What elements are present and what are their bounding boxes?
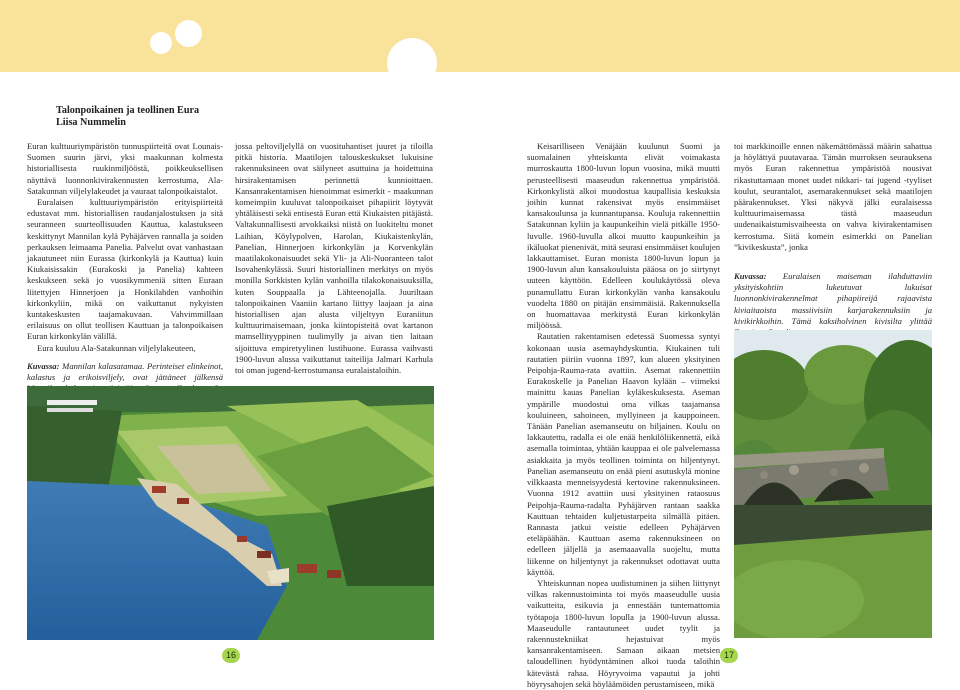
decor-circle [150, 32, 172, 54]
header-band [0, 0, 960, 72]
text-column-4 [734, 141, 932, 338]
paragraph: jossa peltoviljelyllä on vuosituhantiset juuret ja tiloilla pitkä historia. Maatilojen talouskeskukset lukuisine rakennuksineen ovat säilyneet asuttuina ja hoidettuina hirsirakentamisen perinnettä kunnioittaen. Kansanrakentamisen hienoimmat esimerkit - maakunnan komeimpiin kuuluvat talonpoikaiset pihapiirit löytyvät yhtäläisesti sekä entisestä Euran että Kiukaisten pitäjästä. Valtakunnallisesti arvokkaiksi niistä on luokiteltu monet Laihian, Köylypolven, Harolan, Kiukaistenkylän, Panelian, Hinnerjoen kirkonkylän ja Korvenkylän maatilakokonaisuudet sekä Yli- ja Ali-Nuoranteen talot Isovahenkylässä. Suuri historiallinen merkitys on myös monilla Sorkkisten kylän vanhoilla tilakokonaisuuksilla, kuten Souppaalla ja Lähteenojalla. Juuriltaan talonpoikainen Vaaniin kartano liittyy laajaan ja aina historiallisen ajan alusta viljeltyyn Euraniitun kulttuurimaisemaan, jonka kiintopisteitä ovat kartanon mamsellityyppinen tuulimylly ja aivan tien laitaan sijoittuva empiretyylinen lustihuone. Eurassa vaihvasti 1900-luvun alussa vaikuttanut taiteilija Jalmari Karhula toi oman jugend-kerrostumansa euralaistaloihin. [235, 141, 433, 376]
text-column-3 [527, 141, 720, 690]
caption-text: Mannilan kalasatamaa. Perinteiset elinkeinot, kalastus ja erikoisviljely, ovat jättäneet jälkensä [27, 360, 223, 383]
paragraph: Euralaisen kulttuuriympäristön erityispiirteitä edustavat mm. historiallisen raudanjalostuksen ja sitä seuranneen suurteollisuuden Kauttua, kalastukseen keskittynyt Mannilan kylä Pyhäjärven rannalla ja soiden perkauksen leimaama Panelia. Palvelut ovat vanhastaan jakautuneet niin Eurassa (kirkonkylä ja Kauttua) kuin Kiukaisissakin (Eurakoski ja Panelia) kahteen keskukseen sekä jo vuosikymmeniä sitten Euraan liitettyjen Hinnerjoen ja Honkilahden vanhoihin kirkonkyliin, mikä on vaikuttanut nykyisten kuntakeskusten taajamakuvaan. Vahvimmillaan erilaisuus on ollut teollisen Kauttuan ja talonpoikaisen Euran kirkonkylän välillä. [27, 197, 223, 342]
caption-text: Euralaisen maiseman ilahduttaviin yksityiskohtiin lukeutuvat lukuisat luonnonkivirakennelmat pihapiireijä rajaavista kiviaitaoista massiivisiin karjarakennuksiin ja kivikirkkoihin. Tämä kaksiholvinen kivisilta ylittää [734, 271, 932, 326]
paragraph: toi markkinoille ennen näkemättömässä määrin sahattua ja höylättyä puutavaraa. Tämän murroksen seurauksena myös Euran rakennettua ympäristöä nousivat rikastuttamaan monet uudet nikkari- tai jugend -tyyliset koulut, seurantalot, asemarakennukset sekä maatilojen päärakennukset. Yksi näkyvä jälki euralaisessa kulttuurimaisemassa tästä maaseudun uudenaikaistumisvaiheesta on vahva kivirakentamisen kerrostuma. Siitä komein esimerkki on Panelian ”kivikeskusta”, jonka [734, 141, 932, 252]
stone-bridge-graphic [734, 330, 932, 638]
paragraph: Keisarilliseen Venäjään kuulunut Suomi ja suomalainen yhteiskunta elivät voimakasta murroskautta 1800-luvun lopun vuosina, mikä muutti perusteellisesti maaseudun rakennettua ympäristöä. Kirkonkylistä alkoi muodostua kaupallisia keskuksia joihin kunnat rakensivat myös ensimmäiset kansakoulunsa ja kunnantupansa. Kouluja rakennettiin Satakunnan kyliin ja kaupunkeihin vielä pitkälle 1950-luvulle. 1960-luvulla alkoi muutto kaupunkeihin ja ikäluokat pienenivät, mitä seurasi ensimmäiset koulujen lakkauttamiset. Euran monista 1800-luvun lopun ja 1900-luvun alun kansakouluista pääosa on jo siirtynyt uuteen käyttöön. Edelleen koulukäytössä oleva punamullattu Euran kirkonkylän vanha kansakoulu vuodelta 1880 on pitäjän ensimmäisiä. Rakennuksella on huomattavaa merkitystä Euran kirkonkylän miljöössä. [527, 141, 720, 331]
article-title: Talonpoikainen ja teollinen Eura [56, 105, 200, 116]
article-author: Liisa Nummelin [56, 117, 126, 128]
photo-caption [734, 271, 932, 338]
page-number-right: 17 [720, 648, 738, 663]
text-column-1 [27, 141, 223, 406]
aerial-photo-mannila [27, 386, 434, 640]
paragraph: Eura kuuluu Ala-Satakunnan viljelylakeuteen, [37, 342, 196, 353]
paragraph: Yhteiskunnan nopea uudistuminen ja siihen liittynyt vilkas rakennustoiminta toi myös maaseudulle uusia vaikutteita, esikuvia ja ennestään tuntemattomia työtapoja 1800-luvun lopulla ja 1900-luvun alussa. Maaseudulle rantautuneet uudet tyylit ja rakennustekniikat hejastuivat myös kansanrakentamiseen. Samaan aikaan metsien taloudellinen hyödyntäminen alkoi tuoda taloihin kätevästä rahaa. Höyryvoima vapautui ja johti höyrysahojen sekä höyläämöiden perustamiseen, mikä [527, 577, 720, 689]
article-title-block [56, 105, 199, 129]
decor-circle [387, 38, 437, 88]
paragraph: Euran kulttuuriympäristön tunnuspiirteitä ovat Lounais-Suomen suurin järvi, yksi maakunnan kolmesta historiallisesta ruukinmiljööstä, poikkeuksellisen näyttävä luonnonkivirakennusten kerrostuma, Ala-Satakunnan viljelylakeudet ja vauraat talonpoikaistalot. [27, 141, 223, 196]
aerial-photo-graphic [27, 386, 434, 640]
caption-label: Kuvassa: [734, 271, 767, 282]
decor-circle [175, 20, 202, 47]
caption-label: Kuvassa: [27, 360, 60, 371]
text-column-2 [235, 141, 433, 376]
stone-bridge-photo [734, 330, 932, 638]
paragraph: Rautatien rakentamisen edetessä Suomessa syntyi kokonaan uusia asemayhdyskuntia. Kiukainen tuli rautatien piiriin vuonna 1897, kun alueen yksityinen Peipohja-Rauma-rata avattiin. Asemat rakennettiin Eurakoskelle ja Panelian Haavon kylään – viimeksi mainittu kauas Panelian kyläkeskuksesta. Aseman ympärille muodostui oma vilkas taajamansa kouluineen, sahoineen, myllyineen ja kauppoineen. Tänään Panelian asemanseutu on hiljainen. Koulu on lakkautettu, radalla ei ole enää henkilöliikennettä, eikä asemalla toimintaa, yhtään kauppaa ei ole palvelemassa asiakkaita ja myös teollinen toiminta on hiljentynyt. Panelian asemanseutu on enää pieni asutuskylä monine vilkkaasta menneisyydestä kertovine rakennuksineen. Vuonna 1912 avattiin uusi yksityinen rataosuus Peipohja-Rauma-radalta Pyhäjärven rantaan saakka Kauttuan tehtaiden kuljetustarpeita silmällä pitäen. Rannasta jatkui veistie edelleen Pyhäjärven eteläpäähän. Kauttuan asema rakennuksineen on edelleen jäljellä ja asemaaavalla suojeltu, mutta liikenne on hiljentynyt ja rakennukset odottavat uutta käyttöä. [527, 331, 720, 577]
page-number-left: 16 [222, 648, 240, 663]
